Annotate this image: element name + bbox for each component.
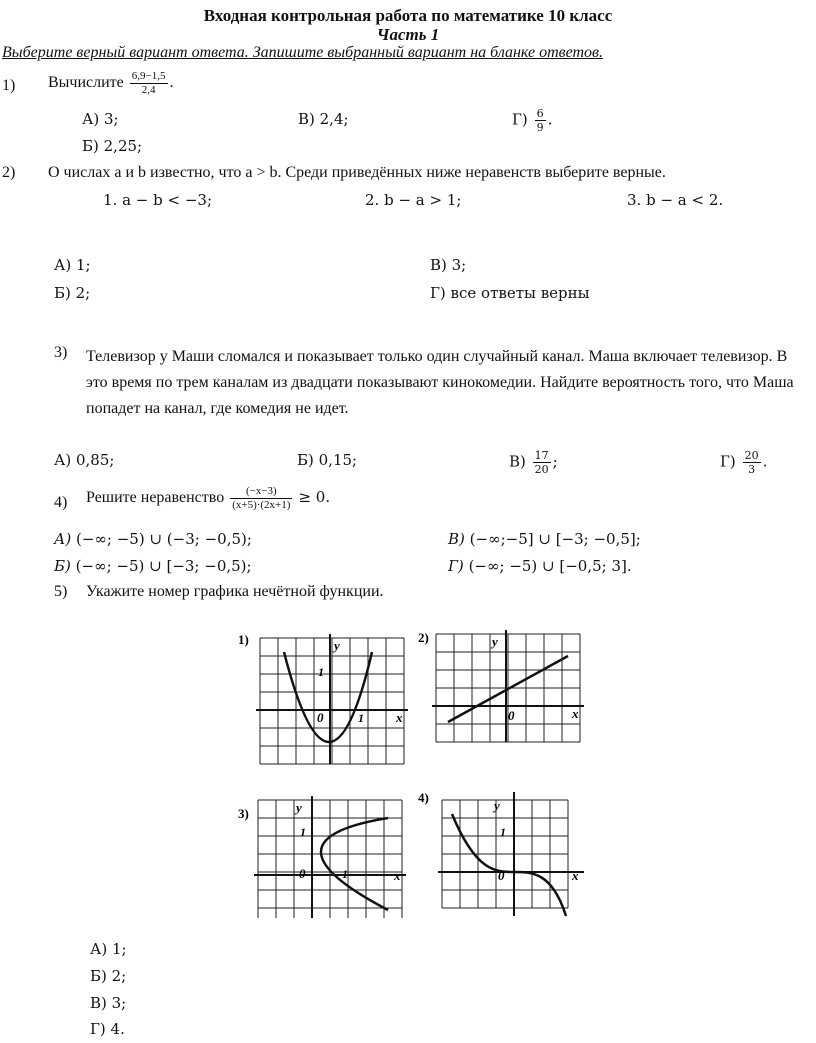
graph-2-origin: 0 [508,708,515,723]
q1-option-v[interactable]: В) 2,4; [298,110,349,128]
q3-number: 3) [54,344,68,361]
q4-option-g[interactable]: Г) (−∞; −5) ∪ [−0,5; 3]. [448,557,632,575]
graph-2-x-label: x [572,706,579,721]
q4-text: Решите неравенство $\frac{(-x-3)}{(x+5)\cdot(2x+1)}$ ≥ 0. [86,485,331,511]
graph-4-y-label: y [494,798,500,813]
q1-option-a[interactable]: А) 3; [82,110,119,128]
graph-4-one-y: 1 [500,825,506,839]
q2-option-v[interactable]: В) 3; [430,256,467,274]
q3-text: Телевизор у Маши сломался и показывает только один случайный канал. Маша включает телевизор. В это время по трем каналам из двадцати показывают кинокомедии. Найдите вероятность того, что Маша попадет на канал, где комедия не идет. [86,348,794,417]
q2-option-b[interactable]: Б) 2; [54,284,91,302]
q4-number: 4) [54,494,68,511]
graph-3-label: 3) [238,806,249,821]
q3-option-b[interactable]: Б) 0,15; [297,451,358,469]
q2-item-2: 2. b − a > 1; [365,191,462,209]
q1-number: 1) [2,77,16,94]
q5-option-b[interactable]: Б) 2; [90,967,127,985]
graph-2-y-label: y [492,634,498,649]
graph-3-y-label: y [296,800,302,815]
q2-item-1: 1. a − b < −3; [103,191,212,209]
q1-option-b[interactable]: Б) 2,25; [82,137,143,155]
q5-option-a[interactable]: А) 1; [90,940,127,958]
graph-4-x-label: x [572,868,579,883]
q5-text: Укажите номер графика нечётной функции. [86,583,384,600]
q2-item-3: 3. b − a < 2. [627,191,724,209]
instruction: Выберите верный вариант ответа. Запишите выбранный вариант на бланке ответов. [2,44,603,61]
q5-option-g[interactable]: Г) 4. [90,1020,125,1038]
q2-option-a[interactable]: А) 1; [54,256,91,274]
graph-1-one-y: 1 [318,665,324,679]
graph-1 [236,628,411,768]
q4-option-b[interactable]: Б) (−∞; −5) ∪ [−3; −0,5); [54,557,252,575]
graph-4-curve [452,814,566,916]
q4-option-a[interactable]: А) (−∞; −5) ∪ (−3; −0,5); [54,530,252,548]
graph-1-origin: 0 [317,710,324,725]
graph-2-label: 2) [418,630,429,645]
q2-number: 2) [2,164,16,181]
q3-option-v[interactable]: В) $\frac{17}{20}$ ; [509,449,558,476]
graph-3-origin: 0 [299,866,306,881]
q4-option-v[interactable]: В) (−∞;−5] ∪ [−3; −0,5]; [448,530,641,548]
graph-3-x-label: x [394,868,401,883]
graph-1-y-label: y [334,638,340,653]
q2-text: О числах a и b известно, что a > b. Среди приведённых ниже неравенств выберите верные. [48,164,666,181]
q1-text: Вычислите $\frac{6,9-1,5}{2,4}$ . [48,70,174,96]
graph-4-label: 4) [418,790,429,805]
graph-3-curve [321,818,388,910]
page-title: Входная контрольная работа по математике 10 класс [203,6,613,25]
part-title: Часть 1 [376,25,440,44]
graph-2 [416,626,588,748]
q3-option-g[interactable]: Г) $\frac{20}{3}$ . [720,449,768,476]
q5-number: 5) [54,583,68,600]
q5-option-v[interactable]: В) 3; [90,994,127,1012]
graph-3 [236,792,411,922]
q1-option-g[interactable]: Г) $\frac{6}{9}$ . [512,107,553,134]
graph-1-one-x: 1 [358,711,364,725]
q3-option-a[interactable]: А) 0,85; [54,451,115,469]
graph-4 [416,786,588,920]
graph-1-label: 1) [238,632,249,647]
graph-4-origin: 0 [498,868,505,883]
graph-1-x-label: x [396,710,403,725]
q2-option-g[interactable]: Г) все ответы верны [430,284,590,302]
graph-3-one-x: 1 [342,867,348,881]
graph-3-one-y: 1 [300,825,306,839]
